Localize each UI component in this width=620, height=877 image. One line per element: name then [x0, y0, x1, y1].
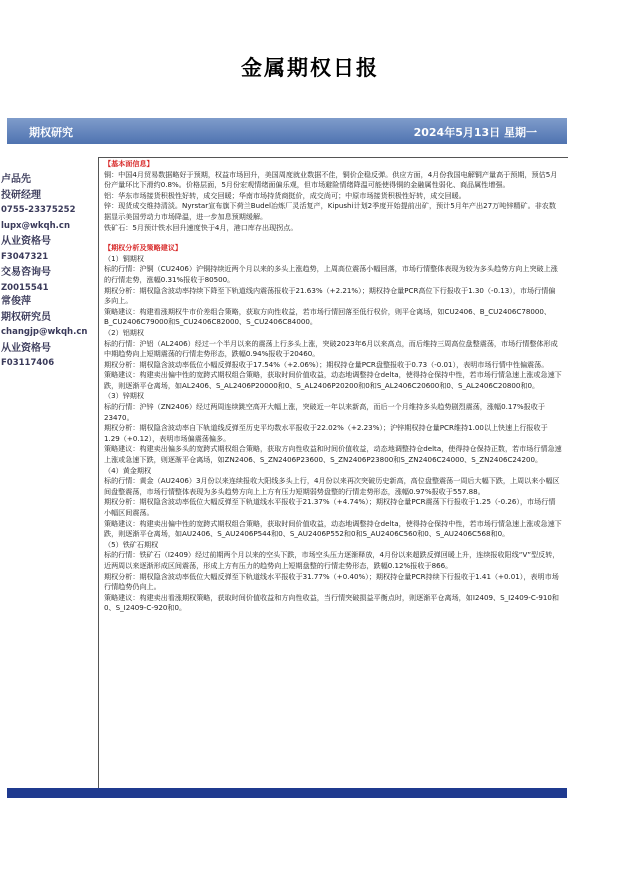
banner-date: 2024年5月13日 星期一: [413, 126, 537, 139]
item-strategy: 策略建议：构建卖出偏多头的宽跨式期权组合策略，获取方向性收益和时间价值收益，动态地调整持仓delta，使得持仓保持正数，若市场行情急速上涨或急速下跌，则逐渐平仓离场，如ZN2406、S_ZN2406P23600、S_ZN2406P23800和S_ZN2406C24000、S_ZN2406C24200。: [104, 444, 562, 465]
author-name: 常俊萍: [1, 296, 31, 307]
item-analysis: 期权分析：期权隐含波动率自下轨道线反弹至历史平均数水平报收于22.02%（+2.23%）；沪锌期权持仓量PCR维持1.00以上快速上行报收于1.29（+0.12），表明市场偏震荡偏多。: [104, 423, 548, 443]
basic-zinc: 锌：现货成交维持清淡。Nyrstar宣布旗下荷兰Budel冶炼厂灵活复产，Kipushi计划2季度开始提前出矿，预计5月年产出27万吨锌精矿。非农数据显示美国劳动力市场降温，进一步加息预期缓解。: [104, 201, 556, 221]
item-underlying: 标的行情：沪铝（AL2406）经过一个半月以来的震荡上行多头上涨，突破2023年6月以来高点，而后维持三周高位盘整震荡，市场行情整体形成中期趋势向上短期震荡的行情走势形态，跌幅0.94%报收于20460。: [104, 338, 558, 359]
item-heading-copper: （1）铜期权: [104, 253, 144, 263]
item-analysis: 期权分析：期权隐含波动率低位大幅反弹至下轨道线水平报收于21.37%（+4.74%）；期权持仓量PCR震荡下行报收于1.25（-0.26），市场行情小幅区间震荡。: [104, 497, 556, 517]
footer-bar: [7, 788, 567, 798]
item-heading-iron-ore: （5）铁矿石期权: [104, 539, 159, 549]
item-underlying: 标的行情：沪铜（CU2406）沪铜持续近两个月以来的多头上涨趋势，上周高位震荡小幅回落，市场行情整体表现为较为多头趋势方向上突破上涨的行情走势，涨幅0.31%报收于80500。: [104, 264, 558, 284]
banner-category: 期权研究: [29, 126, 73, 139]
license-label: 从业资格号: [1, 342, 51, 354]
item-analysis: 期权分析：期权隐含波动率低位大幅反弹至下轨道线水平报收于31.77%（+0.40%）；期权持仓量PCR持续下行报收于1.41（+0.01），表明市场行情趋势仍向上。: [104, 571, 559, 592]
basic-copper: 铜：中国4月贸易数据略好于预期，权益市场回升，美国周度就业数据不佳，铜价企稳反弹。供应方面，4月份我国电解铜产量高于预期，预估5月份产量环比下滑约0.8%。价格层面，5月份宏观情绪面偏乐观，但市场避险情绪降温可能使得铜的金融属性弱化、商品属性增强。: [104, 169, 558, 190]
item-heading-aluminium: （2）铝期权: [104, 327, 144, 337]
item-analysis: 期权分析：期权隐含波动率低位小幅反弹报收于17.54%（+2.06%）；期权持仓量PCR盘整报收于0.73（-0.01），表明市场行情中性偏震荡。: [104, 359, 549, 369]
author-name: 卢品先: [1, 174, 31, 185]
invest-label: 交易咨询号: [1, 267, 51, 278]
header-banner: [7, 118, 567, 144]
item-strategy: 策略建议：构建卖出偏中性的宽跨式期权组合策略，获取时间价值收益，动态地调整持仓delta，使得持仓保持中性，若市场行情急速上涨或急速下跌，则逐渐平仓离场，如AU2406、S_AU2406P544和0、S_AU2406P552和0和S_AU2406C560和0、S_AU2406C568和0。: [104, 518, 562, 539]
author-role: 期权研究员: [1, 311, 51, 323]
report-body: [104, 159, 562, 614]
section-heading-basic: 【基本面信息】: [104, 159, 154, 168]
item-heading-zinc: （3）锌期权: [104, 391, 144, 401]
basic-iron-ore: 铁矿石：5月预计铁水回升速度快于4月，港口库存出现拐点。: [104, 222, 298, 232]
author-role: 投研经理: [1, 189, 41, 201]
report-title: 金属期权日报: [241, 56, 379, 80]
item-underlying: 标的行情：沪锌（ZN2406）经过两周连续跳空高开大幅上涨，突破近一年以来新高，而后一个月维持多头趋势剧烈震荡，涨幅0.17%报收于23470。: [104, 402, 545, 422]
author-email[interactable]: lupx@wkqh.cn: [1, 220, 70, 231]
license-number: F3047321: [1, 251, 49, 262]
author-card-2: [1, 294, 87, 372]
item-heading-gold: （4）黄金期权: [104, 465, 152, 475]
author-card-1: [1, 172, 76, 296]
item-underlying: 标的行情：黄金（AU2406）3月份以来连续报收大阳线多头上行，4月份以来再次突破历史新高，高位盘整震荡一周后大幅下跌，上周以来小幅区间盘整震荡，市场行情整体表现为多头趋势方向上上方有压力短期弱势盘整的行情走势形态，涨幅0.97%报收于557.88。: [104, 476, 560, 496]
item-strategy: 策略建议：构建看涨期权牛市价差组合策略，获取方向性收益，若市场行情回落至低行权价，则平仓离场，如CU2406、B_CU2406C78000、B_CU2406C79000和S_CU2406C82000、S_CU2406C84000。: [104, 306, 552, 327]
author-phone: 0755-23375252: [1, 205, 76, 215]
license-number: F03117406: [1, 358, 55, 368]
item-strategy: 策略建议：构建卖出看涨期权策略，获取时间价值收益和方向性收益，当行情突破损益平衡点时，则逐渐平仓离场，如I2409、S_I2409-C-910和0、S_I2409-C-920和0。: [104, 592, 560, 613]
basic-aluminium: 铝：华东市场接货积极性好转，成交回暖；华南市场持货商挺价，成交尚可；中原市场接货积极性好转，成交回暖。: [104, 190, 466, 200]
item-strategy: 策略建议：构建卖出偏中性的宽跨式期权组合策略，获取时间价值收益，动态地调整持仓delta，使得持仓保持中性，若市场行情急速上涨或急速下跌，则逐渐平仓离场，如AL2406、S_AL2406P20000和0、S_AL2406P20200和0和S_AL2406C20600和0、S_AL2406C20800和0。: [104, 370, 562, 390]
section-heading-strategy: 【期权分析及策略建议】: [104, 243, 183, 253]
author-email[interactable]: changjp@wkqh.cn: [1, 327, 88, 337]
license-label: 从业资格号: [1, 236, 51, 247]
invest-number: Z0015541: [1, 282, 49, 293]
item-underlying: 标的行情：铁矿石（I2409）经过前期两个月以来的空头下跌，市场空头压力逐渐释放，4月份以来超跌反弹回暖上升，连续报收阳线“V”型反转，近两周以来逐渐形成区间震荡，形成上方有压力的趋势向上短期盘整的行情走势形态，跌幅0.12%报收于866。: [104, 550, 560, 570]
item-analysis: 期权分析：期权隐含波动率持续下降至下轨道线内震荡报收于21.63%（+2.21%）；期权持仓量PCR高位下行报收于1.30（-0.13），市场行情偏多向上。: [104, 285, 556, 306]
